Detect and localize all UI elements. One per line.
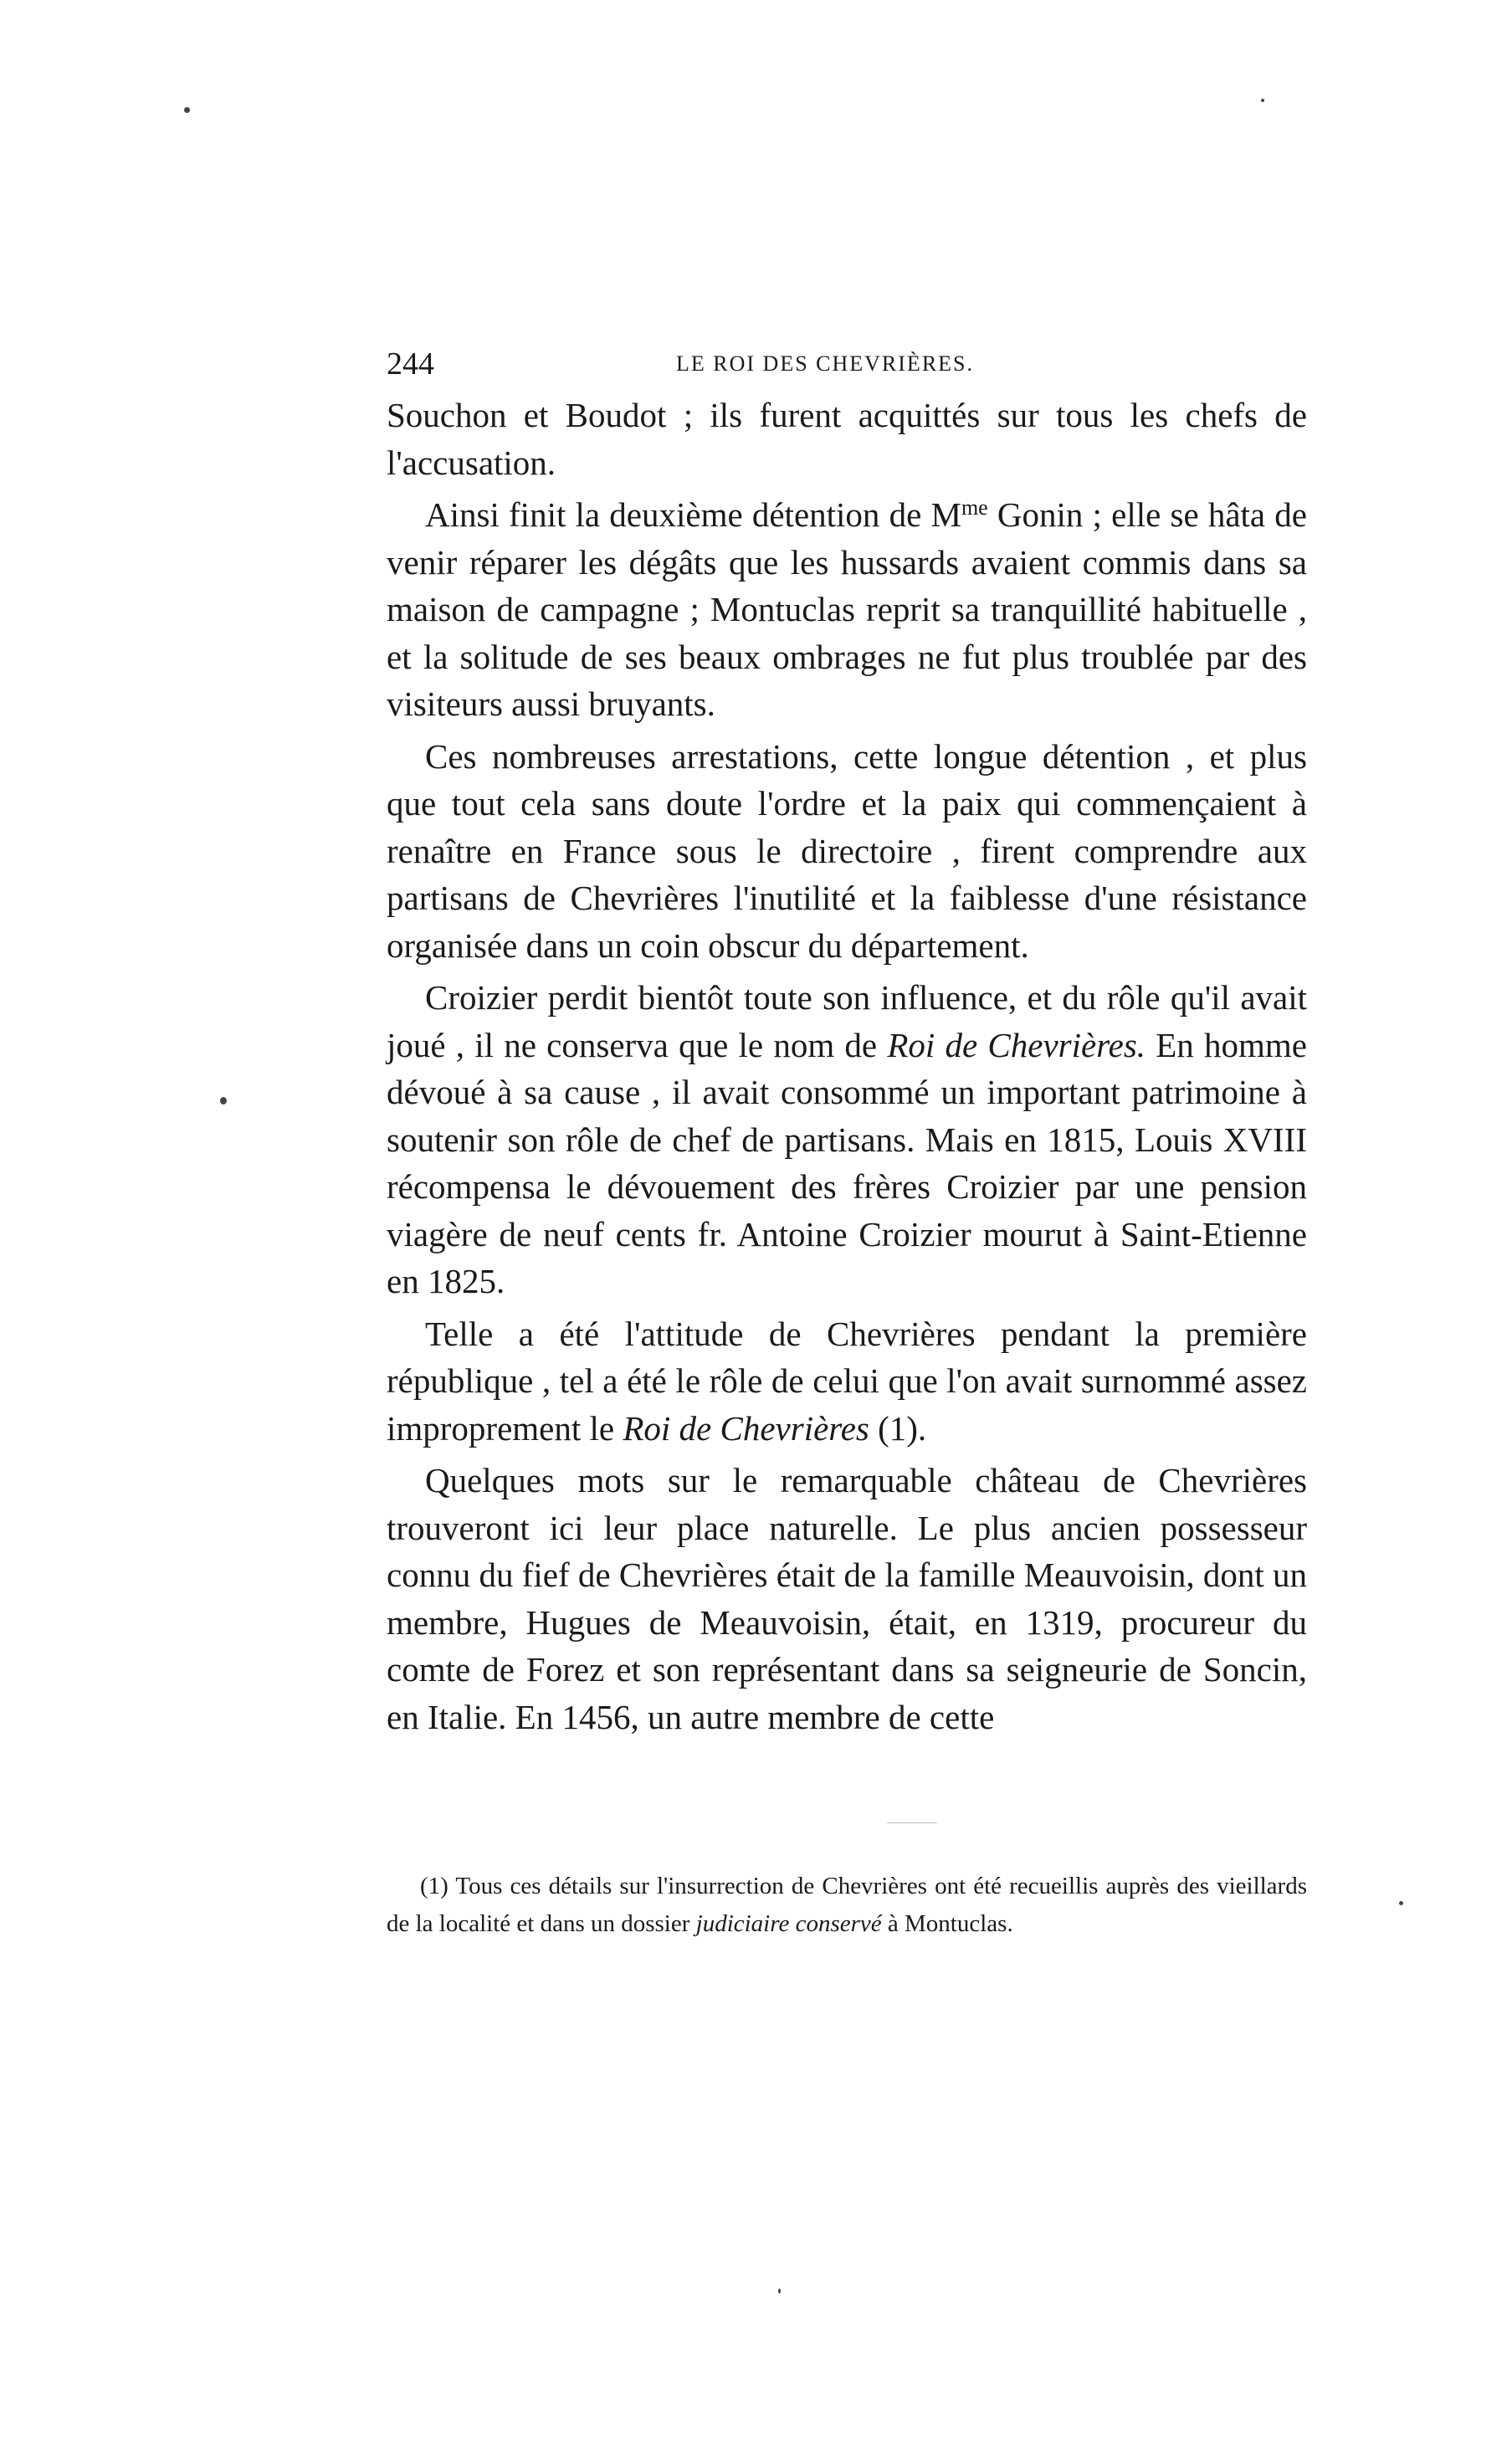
footnote-text-a: (1) Tous ces détails sur l'insurrection de Chevrières ont été recueillis auprès des vieillards de la localité et dans un dossier [387,1873,1307,1937]
footnote-divider [887,1822,937,1823]
paragraph-2-text-a: Ainsi finit la deuxième détention de M [425,495,961,534]
scan-speck [1261,99,1264,102]
paragraph-3-text: Ces nombreuses arrestations, cette longue détention , et plus que tout cela sans doute l'ordre et la paix qui commençaient à renaître en France sous le directoire , firent comprendre aux partisans de Chevrières l'inutilité et la faiblesse d'une résistance organisée dans un coin obscur du département. [387,736,1307,965]
footnote-italic: judiciaire conservé [695,1910,882,1937]
footnote-1 [387,1868,1307,1943]
page-number: 244 [387,346,434,382]
paragraph-3 [387,733,1307,970]
page-header [387,339,1307,389]
paragraph-6-text: Quelques mots sur le remarquable château de Chevrières trouveront ici leur place naturelle. Le plus ancien possesseur connu du fief de Chevrières était de la famille Meauvoisin, dont un membre, Hugues de Meauvoisin, était, en 1319, procureur du comte de Forez et son représentant dans sa seigneurie de Soncin, en Italie. En 1456, un autre membre de cette [387,1461,1307,1736]
paragraph-5-text-a: Telle a été l'attitude de Chevrières pendant la première république , tel a été le rôle de celui que l'on avait surnommé assez improprement le [387,1314,1307,1448]
paragraph-2-text-b: Gonin ; elle se hâta de venir réparer les dégâts que les hussards avaient commis dans sa maison de campagne ; Montuclas reprit sa tranquillité habituelle , et la solitude de ses beaux ombrages ne fut plus troublée par des visiteurs aussi bruyants. [387,495,1307,723]
paragraph-4-italic: Roi de Chevrières. [887,1025,1146,1064]
paragraph-6 [387,1457,1307,1740]
footnote-text-b: à Montuclas. [881,1910,1013,1937]
paragraph-4-text-b: En homme dévoué à sa cause , il avait consommé un important patrimoine à soutenir son rôle de chef de partisans. Mais en 1815, Louis XVIII récompensa le dévouement des frères Croizier par une pension viagère de neuf cents fr. Antoine Croizier mourut à Saint-Etienne en 1825. [387,1025,1308,1300]
scan-speck [220,1097,227,1105]
paragraph-4-text-a: Croizier perdit bientôt toute son influence, et du rôle qu'il avait joué , il ne conserva que le nom de [387,978,1307,1064]
scan-speck [184,107,190,113]
footnote [387,1868,1307,1943]
paragraph-5 [387,1310,1307,1453]
scan-speck [778,2289,781,2294]
paragraph-1 [387,392,1307,486]
scan-speck [1399,1901,1403,1905]
paragraph-5-text-b: (1). [869,1408,927,1448]
paragraph-5-italic: Roi de Chevrières [623,1408,869,1448]
running-title: LE ROI DES CHEVRIÈRES. [676,351,974,376]
main-text [387,392,1307,1745]
paragraph-2 [387,491,1307,728]
superscript-me: me [961,495,988,520]
paragraph-1-text: Souchon et Boudot ; ils furent acquittés sur tous les chefs de l'accusation. [387,396,1307,482]
paragraph-4 [387,974,1307,1305]
